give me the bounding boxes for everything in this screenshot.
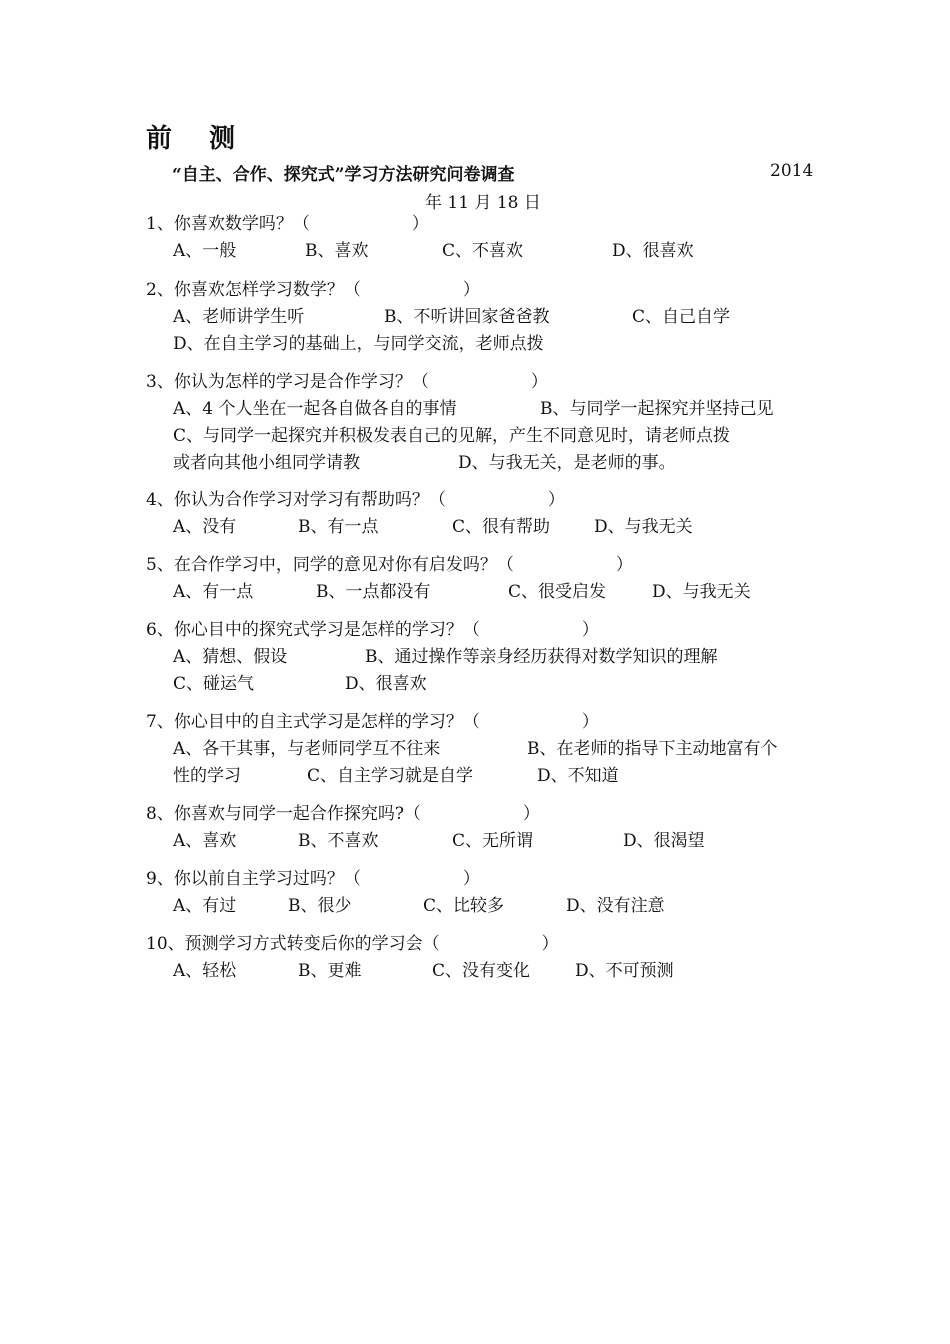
q4-option-b: B、有一点 bbox=[298, 517, 379, 537]
question-8: 8、你喜欢与同学一起合作探究吗?（ ） bbox=[146, 804, 540, 824]
question-6: 6、你心目中的探究式学习是怎样的学习？（ ） bbox=[146, 620, 599, 640]
q5-option-c: C、很受启发 bbox=[508, 582, 607, 602]
question-9: 9、你以前自主学习过吗？（ ） bbox=[146, 869, 480, 889]
q2-option-b: B、不听讲回家爸爸教 bbox=[384, 307, 550, 327]
q3-option-a: A、4 个人坐在一起各自做各自的事情 bbox=[173, 399, 457, 419]
q8-option-c: C、无所谓 bbox=[452, 831, 534, 851]
question-4: 4、你认为合作学习对学习有帮助吗？（ ） bbox=[146, 490, 565, 510]
q9-option-a: A、有过 bbox=[173, 896, 237, 916]
q8-option-a: A、喜欢 bbox=[173, 831, 237, 851]
q8-option-b: B、不喜欢 bbox=[298, 831, 379, 851]
q1-option-c: C、不喜欢 bbox=[442, 241, 524, 261]
q2-option-a: A、老师讲学生听 bbox=[173, 307, 305, 327]
question-3: 3、你认为怎样的学习是合作学习？（ ） bbox=[146, 372, 548, 392]
q5-option-b: B、一点都没有 bbox=[316, 582, 431, 602]
survey-year: 2014 bbox=[770, 161, 814, 181]
question-2: 2、你喜欢怎样学习数学？（ ） bbox=[146, 280, 480, 300]
q3-option-c: C、与同学一起探究并积极发表自己的见解，产生不同意见时，请老师点拨 bbox=[173, 426, 731, 446]
q10-option-b: B、更难 bbox=[298, 961, 362, 981]
q7-option-b: B、在老师的指导下主动地富有个 bbox=[527, 739, 778, 759]
q9-option-d: D、没有注意 bbox=[566, 896, 665, 916]
q1-option-a: A、一般 bbox=[173, 241, 237, 261]
q6-option-b: B、通过操作等亲身经历获得对数学知识的理解 bbox=[365, 647, 718, 667]
q4-option-a: A、没有 bbox=[173, 517, 237, 537]
question-7: 7、你心目中的自主式学习是怎样的学习？（ ） bbox=[146, 712, 599, 732]
q3-option-d: D、与我无关，是老师的事。 bbox=[458, 453, 676, 473]
q9-option-c: C、比较多 bbox=[423, 896, 505, 916]
survey-date: 年 11 月 18 日 bbox=[425, 193, 541, 213]
q1-option-b: B、喜欢 bbox=[305, 241, 369, 261]
q10-option-a: A、轻松 bbox=[173, 961, 237, 981]
q6-option-d: D、很喜欢 bbox=[345, 674, 427, 694]
q4-option-d: D、与我无关 bbox=[594, 517, 693, 537]
q10-option-c: C、没有变化 bbox=[432, 961, 531, 981]
q5-option-d: D、与我无关 bbox=[652, 582, 751, 602]
question-10: 10、预测学习方式转变后你的学习会（ ） bbox=[146, 934, 559, 954]
q6-option-a: A、猜想、假设 bbox=[173, 647, 288, 667]
question-5: 5、在合作学习中，同学的意见对你有启发吗？（ ） bbox=[146, 555, 633, 575]
q7-option-a: A、各干其事，与老师同学互不往来 bbox=[173, 739, 441, 759]
q7-option-b-continued: 性的学习 bbox=[173, 766, 241, 786]
q2-option-d: D、在自主学习的基础上，与同学交流，老师点拨 bbox=[173, 334, 544, 354]
q1-option-d: D、很喜欢 bbox=[612, 241, 694, 261]
q6-option-c: C、碰运气 bbox=[173, 674, 255, 694]
page-heading: 前 测 bbox=[146, 124, 250, 154]
q10-option-d: D、不可预测 bbox=[575, 961, 674, 981]
q3-option-b: B、与同学一起探究并坚持己见 bbox=[540, 399, 774, 419]
q7-option-d: D、不知道 bbox=[537, 766, 619, 786]
q8-option-d: D、很渴望 bbox=[623, 831, 705, 851]
q5-option-a: A、有一点 bbox=[173, 582, 254, 602]
q3-option-c-continued: 或者向其他小组同学请教 bbox=[173, 453, 360, 473]
q2-option-c: C、自己自学 bbox=[632, 307, 731, 327]
question-1: 1、你喜欢数学吗？（ ） bbox=[146, 214, 429, 234]
q7-option-c: C、自主学习就是自学 bbox=[307, 766, 474, 786]
survey-title: “自主、合作、探究式”学习方法研究问卷调查 bbox=[172, 165, 515, 185]
q9-option-b: B、很少 bbox=[288, 896, 352, 916]
q4-option-c: C、很有帮助 bbox=[452, 517, 551, 537]
